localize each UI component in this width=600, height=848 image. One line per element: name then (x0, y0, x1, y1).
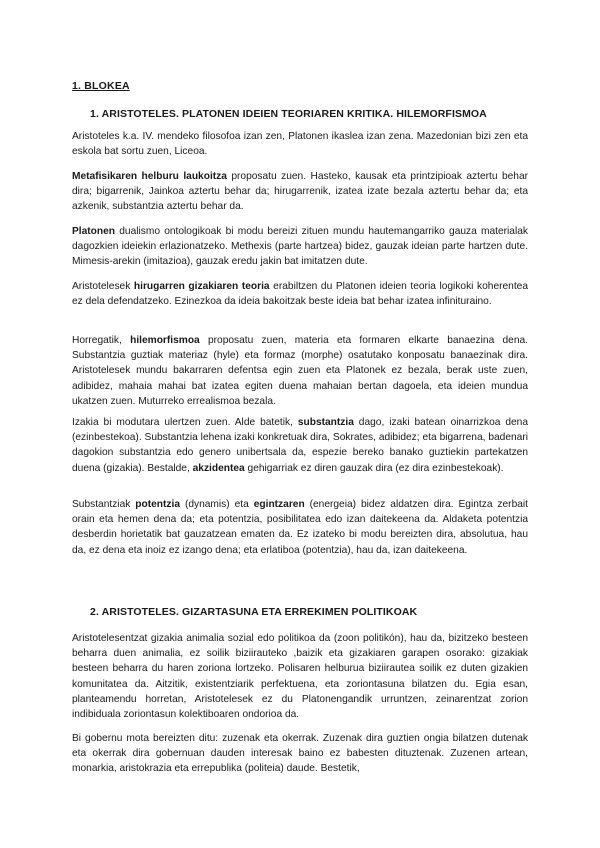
block-title: 1. BLOKEA (72, 80, 130, 92)
section-1-title: 1. ARISTOTELES. PLATONEN IDEIEN TEORIAREN KRITIKA. HILEMORFISMOA (90, 108, 487, 120)
bold-term: hirugarren gizakiaren teoria (133, 281, 270, 292)
bold-term: substantzia (297, 417, 354, 428)
bold-term: akzidentea (192, 462, 245, 474)
bold-term: Metafisikaren helburu laukoitza (72, 171, 227, 182)
bold-term: Platonen (72, 226, 116, 237)
s1-paragraph-7: Substantziak potentzia (dynamis) eta egintzaren (energeia) bidez aldatzen dira. Egintza zerbait orain eta hemen dena da; eta potentzia, posibilitatea edo izan daitekeena da. Aldaketa potentzia desberdin horietatik bat gauzatzean ematen da. Ez izateko bi modu bereizten dira, absolutua, hau da, ez dena eta inoiz ez izango dena; eta erlatiboa (potentzia), hau da, izan daitekeena. (72, 499, 529, 556)
bold-term: egintzaren (253, 499, 305, 510)
s1-paragraph-5: Horregatik, hilemorfismoa proposatu zuen, materia eta formaren elkarte banaezina dena. Substantzia guztiak materiaz (hyle) eta formaz (morphe) osatutako konposatu banaezinak dira. Aristotelesek mundu bakarraren defentsa egin zuen eta Platonek ez bezala, berak uste zuen, adibidez, mahaia mahai bat izatea egiten duena mahaian bertan dagoela, eta ideien mundua ukatzen zuen. Muturreko errealismoa bezala. (72, 335, 528, 407)
s2-paragraph-1: Aristotelesentzat gizakia animalia sozial edo politikoa da (zoon politikón), hau da, bizitzeko besteen beharra duen animalia, ez soilik biziirauteko ,baizik eta gizakiaren garapen osorako: gizakiak besteen beharra du haren zoriona lortzeko. Polisaren helburua biziirautea soilik ez duten gizakien komunitatea da. Aitzitik, existentziarik perfektuena, eta zoriontasuna bilatzen du. Egia esan, planteamendu horretan, Aristotelesek ez du Platonengandik urruntzen, zeinarentzat zorion indibiduala zoriontasun kolektiboaren ondorioa da. (72, 633, 528, 721)
bold-term: potentzia (135, 499, 180, 510)
s1-paragraph-2: Metafisikaren helburu laukoitza proposatu zuen. Hasteko, kausak eta printzipioak aztertu behar dira; bigarrenik, Jainkoa aztertu behar da; hirugarrenik, izatea izate bezala aztertu behar da; eta azkenik, substantzia aztertu behar da. (72, 171, 529, 213)
s1-paragraph-4: Aristotelesek hirugarren gizakiaren teoria erabiltzen du Platonen ideien teoria logikoki koherentea ez dela defendatzeko. Ezinezkoa da ideia bakoitzak beste ideia bat behar izatea infinituraino. (72, 281, 528, 308)
s2-paragraph-2: Bi gobernu mota bereizten ditu: zuzenak eta okerrak. Zuzenak dira guztien ongia bilatzen dutenak eta okerrak dira gobernuan dauden interesak baino ez babesten dituztenak. Zuzenen artean, monarkia, aristokrazia eta errepublika (politeia) daude. Bestetik, (72, 733, 528, 775)
section-2-title: 2. ARISTOTELES. GIZARTASUNA ETA ERREKIMEN POLITIKOAK (90, 606, 418, 618)
s1-paragraph-1: Aristoteles k.a. IV. mendeko filosofoa izan zen, Platonen ikaslea izan zena. Mazedonian bizi zen eta eskola bat sortu zuen, Liceoa. (72, 131, 528, 158)
s1-paragraph-3: Platonen dualismo ontologikoak bi modu bereizi zituen mundu hautemangarriko gauza materialak dagozkien ideiekin erlazionatzeko. Methexis (parte hartzea) bidez, gauzak ideian parte hartzen dute. Mimesis-arekin (imitazioa), gauzak eredu jakin bat imitatzen dute. (72, 226, 528, 268)
s1-paragraph-6: Izakia bi modutara ulertzen zuen. Alde batetik, substantzia dago, izaki batean oinarrizkoa dena (ezinbestekoa). Substantzia lehena izaki konkretuak dira, Sokrates, adibidez; eta bigarrena, badenari dagokion substantzia edo genero unibertsala da, espezie bereko banako guztiekin partekatzen duena (gizakia). Bestalde, akzidentea gehigarriak ez diren gauzak dira (ez dira ezinbestekoak). (72, 417, 528, 474)
bold-term: hilemorfismoa (130, 335, 200, 346)
